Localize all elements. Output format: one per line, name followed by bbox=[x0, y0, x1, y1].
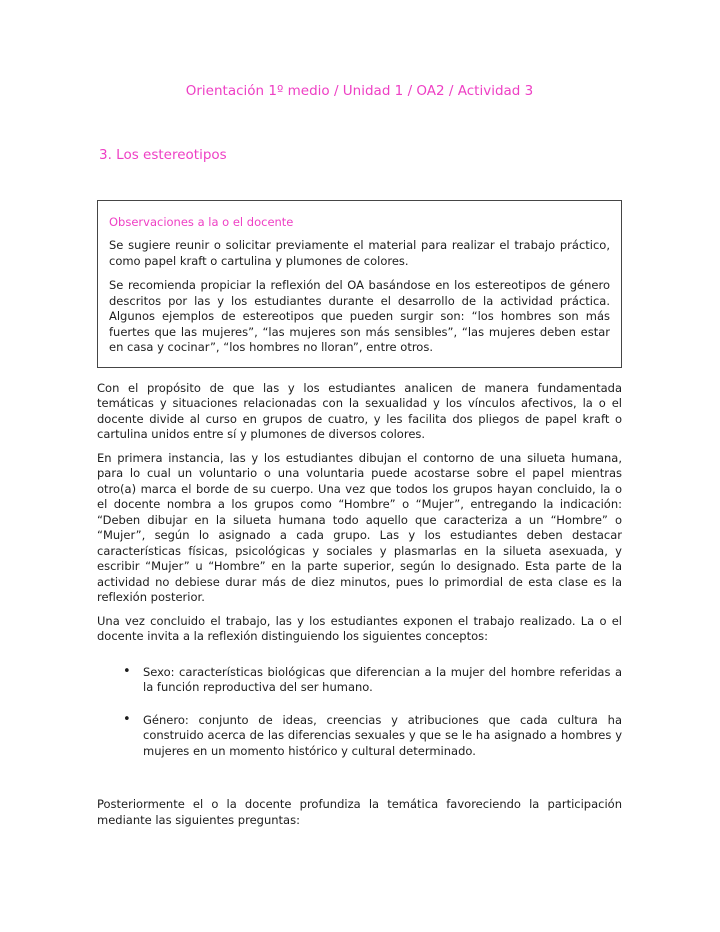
body-paragraph-3: Una vez concluido el trabajo, las y los estudiantes exponen el trabajo realizado. La o el docente invita a la reflexión distinguiendo los siguientes conceptos: bbox=[97, 613, 622, 643]
body-paragraph-2: En primera instancia, las y los estudiantes dibujan el contorno de una silueta humana, para lo cual un voluntario o una voluntaria puede acostarse sobre el papel mientras otro(a) marca el borde de su cuerpo. Una vez que todos los grupos hayan concluido, la o el docente nombra a los grupos como “Hombre” o “Mujer”, entregando la indicación: “Deben dibujar en la silueta humana todo aquello que caracteriza a un “Hombre” o “Mujer”, según lo asignado a cada grupo. Las y los estudiantes deben destacar características físicas, psicológicas y sociales y plasmarlas en la silueta asexuada, y escribir “Mujer” u “Hombre” en la parte superior, según lo designado. Esta parte de la actividad no debiese durar más de diez minutos, pues lo primordial de esta clase es la reflexión posterior. bbox=[97, 450, 622, 604]
list-item-sexo: • Sexo: características biológicas que diferencian a la mujer del hombre referidas a la función reproductiva del ser humano. bbox=[97, 665, 622, 696]
teacher-observations-box bbox=[97, 200, 622, 368]
observations-box-title: Observaciones a la o el docente bbox=[109, 215, 294, 229]
observations-paragraph-1: Se sugiere reunir o solicitar previamente el material para realizar el trabajo práctico, como papel kraft o cartulina y plumones de colores. bbox=[109, 238, 610, 268]
breadcrumb-title: Orientación 1º medio / Unidad 1 / OA2 / Actividad 3 bbox=[185, 83, 534, 99]
body-paragraph-1: Con el propósito de que las y los estudiantes analicen de manera fundamentada temáticas y situaciones relacionadas con la sexualidad y los vínculos afectivos, la o el docente divide al curso en grupos de cuatro, y les facilita dos pliegos de papel kraft o cartulina unidos entre sí y plumones de diversos colores. bbox=[97, 380, 622, 441]
section-heading: 3. Los estereotipos bbox=[99, 147, 227, 163]
closing-paragraph: Posteriormente el o la docente profundiza la temática favoreciendo la participación mediante las siguientes preguntas: bbox=[97, 797, 622, 827]
observations-paragraph-2: Se recomienda propiciar la reflexión del OA basándose en los estereotipos de género descritos por las y los estudiantes durante el desarrollo de la actividad práctica. Algunos ejemplos de estereotipos que pueden surgir son: “los hombres son más fuertes que las mujeres”, “las mujeres son más sensibles”, “las mujeres deben estar en casa y cocinar”, “los hombres no lloran”, entre otros. bbox=[109, 278, 610, 354]
concepts-list bbox=[97, 665, 622, 760]
list-item-genero: • Género: conjunto de ideas, creencias y atribuciones que cada cultura ha construido acerca de las diferencias sexuales y que se le ha asignado a hombres y mujeres en un momento histórico y cultural determinado. bbox=[97, 713, 622, 760]
